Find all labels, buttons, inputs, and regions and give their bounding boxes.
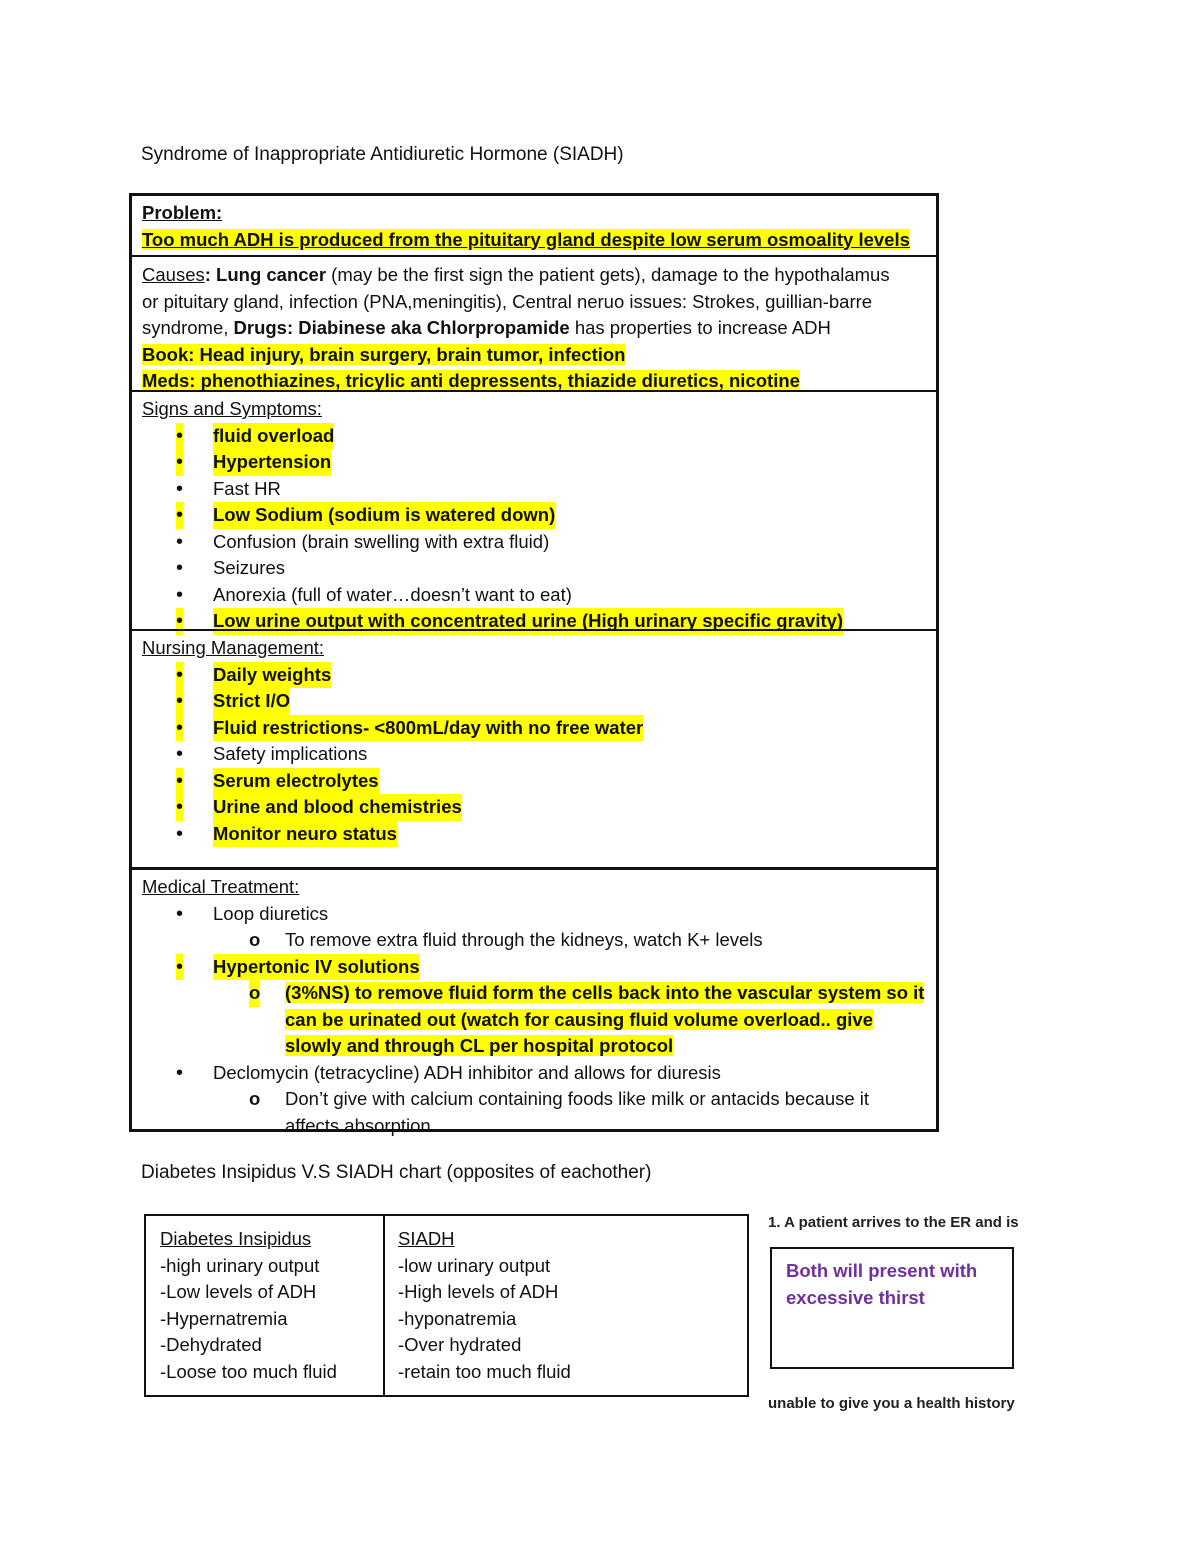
causes-meds: Meds: phenothiazines, tricylic anti depressents, thiazide diuretics, nicotine [142,370,800,391]
table-cell: -Loose too much fluid [160,1360,337,1382]
table-cell: -Low levels of ADH [160,1281,317,1302]
causes-colon: : [204,264,217,285]
bullet-icon: • [176,822,184,845]
nursing-item: Urine and blood chemistries [213,794,462,821]
sign-item: Low urine output with concentrated urine (High urinary specific gravity) [213,608,843,635]
bullet-icon: • [176,954,183,981]
list-item [142,768,936,795]
causes-section [132,255,936,390]
table-cell: -Over hydrated [398,1334,522,1355]
table-cell: -Dehydrated [160,1334,262,1355]
signs-label: Signs and Symptoms: [142,398,322,419]
list-item [142,715,936,742]
list-item [142,954,936,981]
causes-line3-start: syndrome, [142,317,234,338]
nursing-item: Strict I/O [213,688,290,715]
list-item [142,662,936,689]
sub-list-item [142,1086,936,1139]
causes-line3-end: has properties to increase ADH [569,317,831,338]
nursing-item: Daily weights [213,662,331,689]
list-item [142,688,936,715]
di-header: Diabetes Insipidus [160,1228,312,1249]
nursing-item: Monitor neuro status [213,821,397,848]
causes-line2: or pituitary gland, infection (PNA,meningitis), Central neruo issues: Strokes, guillian-barre [142,290,873,312]
bullet-icon: • [176,449,183,476]
document-title: Syndrome of Inappropriate Antidiuretic Hormone (SIADH) [141,144,624,165]
causes-lung-cancer: Lung cancer [216,264,327,285]
bullet-icon: • [176,477,184,500]
medical-item: Hypertonic IV solutions [213,954,420,981]
column-divider [383,1216,385,1395]
problem-label: Problem: [142,202,223,223]
medical-sub-item-line: Don’t give with calcium containing foods like milk or antacids because it [285,1088,870,1109]
list-item [142,476,936,503]
sign-item: Confusion (brain swelling with extra fluid) [213,530,550,552]
siadh-column [398,1216,571,1395]
nursing-section [132,629,936,867]
bullet-icon: • [176,688,183,715]
table-cell: -retain too much fluid [398,1360,571,1382]
bullet-icon: • [176,608,183,635]
bullet-icon: • [176,502,183,529]
bullet-icon: • [176,902,184,925]
medical-sub-item-line: can be urinated out (watch for causing fluid volume overload.. give [285,1008,873,1030]
sub-bullet-icon: o [249,1088,261,1109]
di-column [160,1216,337,1395]
sign-item: fluid overload [213,423,334,450]
bullet-icon: • [176,530,184,553]
problem-section [132,196,936,255]
sub-list-item [142,927,936,954]
nursing-label: Nursing Management: [142,637,325,658]
table-cell: -High levels of ADH [398,1281,559,1302]
question-text-bottom: unable to give you a health history [768,1395,1015,1412]
bullet-icon: • [176,715,183,742]
bullet-icon: • [176,662,183,689]
medical-sub-item-line: affects absorption [285,1114,431,1136]
bullet-icon: • [176,743,184,765]
bullet-icon: • [176,557,184,579]
table-cell: -high urinary output [160,1254,320,1276]
question-answer-box: Both will present with excessive thirst [770,1247,1014,1369]
medical-label: Medical Treatment: [142,876,300,897]
sub-bullet-icon: o [249,929,261,950]
sign-item: Fast HR [213,477,281,499]
bullet-icon: • [176,768,183,795]
question-text-top: 1. A patient arrives to the ER and is [768,1214,1019,1231]
bullet-icon: • [176,583,184,606]
list-item [142,821,936,848]
causes-book: Book: Head injury, brain surgery, brain tumor, infection [142,343,626,365]
bullet-icon: • [176,1061,184,1084]
causes-line1-rest: (may be the first sign the patient gets), damage to the hypothalamus [326,264,890,285]
medical-section [132,867,936,1136]
causes-label: Causes [142,264,205,285]
list-item [142,1060,936,1087]
table-cell: -hyponatremia [398,1307,517,1329]
sign-item: Anorexia (full of water…doesn’t want to eat) [213,583,572,605]
list-item [142,741,936,768]
comparison-table [144,1214,749,1397]
list-item [142,901,936,928]
list-item [142,582,936,609]
sub-list-item [142,980,936,1060]
nursing-item: Serum electrolytes [213,768,379,795]
list-item [142,555,936,582]
list-item [142,502,936,529]
siadh-table [129,193,939,1136]
comparison-title: Diabetes Insipidus V.S SIADH chart (opposites of eachother) [141,1162,652,1183]
medical-item: Loop diuretics [213,902,329,924]
sub-bullet-icon: o [249,980,260,1007]
list-item [142,423,936,450]
bullet-icon: • [176,794,183,821]
sign-item: Hypertension [213,449,331,476]
sign-item: Seizures [213,557,285,578]
medical-item: Declomycin (tetracycline) ADH inhibitor and allows for diuresis [213,1061,721,1083]
medical-sub-item-line: (3%NS) to remove fluid form the cells back into the vascular system so it [285,982,925,1003]
nursing-item: Safety implications [213,743,368,764]
table-cell: -low urinary output [398,1254,551,1276]
list-item [142,449,936,476]
bullet-icon: • [176,423,183,450]
medical-sub-item: To remove extra fluid through the kidneys, watch K+ levels [285,929,763,950]
causes-drugs: Drugs: Diabinese aka Chlorpropamide [233,317,570,338]
siadh-header: SIADH [398,1228,455,1249]
list-item [142,794,936,821]
sign-item: Low Sodium (sodium is watered down) [213,502,555,529]
medical-sub-item-line: slowly and through CL per hospital protocol [285,1035,674,1056]
table-cell: -Hypernatremia [160,1307,288,1329]
nursing-item: Fluid restrictions- <800mL/day with no free water [213,715,643,742]
signs-section [132,390,936,632]
problem-text: Too much ADH is produced from the pituitary gland despite low serum osmoality levels [142,228,910,250]
list-item [142,529,936,556]
